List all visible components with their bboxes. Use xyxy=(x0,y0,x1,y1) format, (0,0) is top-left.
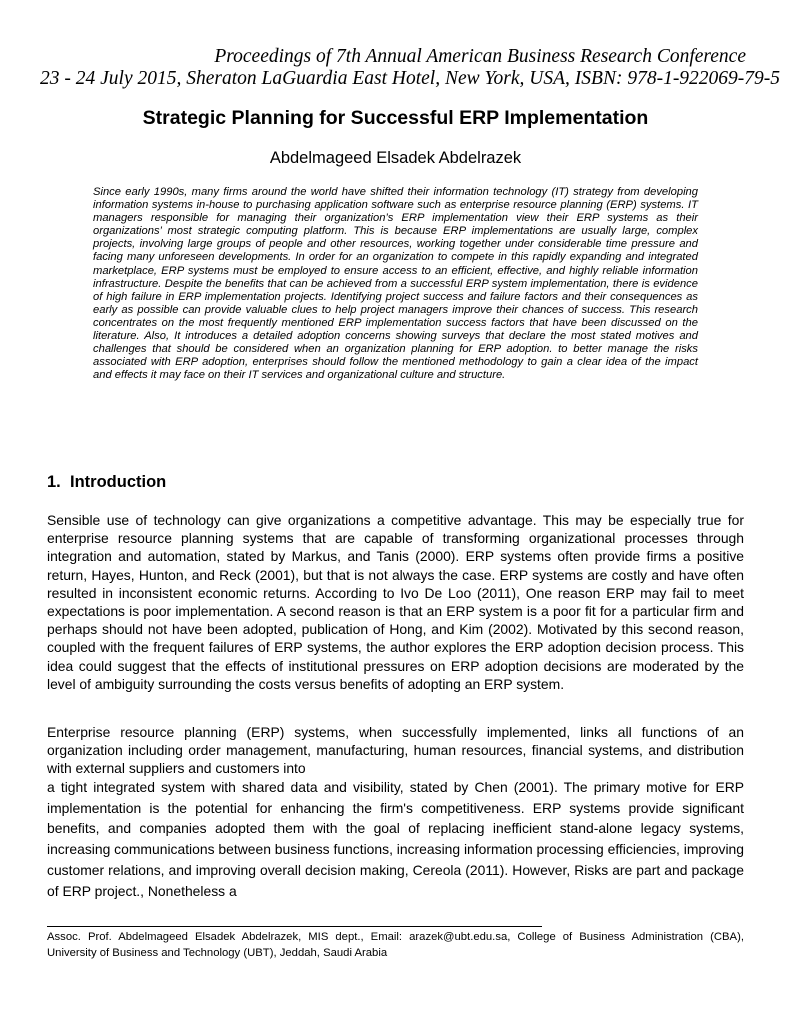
author-name: Abdelmageed Elsadek Abdelrazek xyxy=(269,149,522,167)
footnote-divider xyxy=(47,926,542,927)
intro-paragraph-3: a tight integrated system with shared data and visibility, stated by Chen (2001). The primary motive for ERP implementation is the potential for enhancing the firm's competitiveness. ERP systems provide significant benefits, and companies adopted them with the goal of replacing inefficient stand-alone legacy systems, increasing communications between business functions, increasing information processing efficiencies, improving customer relations, and improving overall decision making, Cereola (2011). However, Risks are part and package of ERP project., Nonetheless a xyxy=(47,779,744,899)
conference-header-line2: 23 - 24 July 2015, Sheraton LaGuardia East Hotel, New York, USA, ISBN: 978-1-922069-79-5 xyxy=(40,68,781,89)
abstract: Since early 1990s, many firms around the world have shifted their information technology (IT) strategy from developing information systems in-house to purchasing application software such as enterprise resource planning (ERP) systems. IT managers responsible for managing their organization’s ERP implementation view their ERP systems as their organizations’ most strategic computing platform. This is because ERP implementations are usually large, complex projects, involving large groups of people and other resources, working together under considerable time pressure and facing many unforeseen developments. In order for an organization to compete in this rapidly expanding and integrated marketplace, ERP systems must be employed to ensure access to an efficient, effective, and highly reliable information infrastructure. Despite the benefits that can be achieved from a successful ERP system implementation, there is evidence of high failure in ERP implementation projects. Identifying project success and failure factors and their consequences as early as possible can provide valuable clues to help project managers improve their chances of success. This research concentrates on the most frequently mentioned ERP implementation success factors that have been discussed on the literature. Also, It introduces a detailed adoption concerns showing surveys that declare the most stated motives and challenges that should be considered when an organization planning for ERP adoption. to better manage the risks associated with ERP adoption, enterprises should follow the mentioned methodology to gain a clear idea of the impact and effects it may face on their IT services and organizational culture and structure. xyxy=(93,186,698,382)
section-heading xyxy=(47,472,166,492)
author-footnote: Assoc. Prof. Abdelmageed Elsadek Abdelrazek, MIS dept., Email: arazek@ubt.edu.sa, College of Business Administration (CBA), University of Business and Technology (UBT), Jeddah, Saudi Arabia xyxy=(47,931,744,959)
section-number: 1. xyxy=(47,473,61,491)
conference-header-line1: Proceedings of 7th Annual American Business Research Conference xyxy=(214,46,746,67)
intro-paragraph-1: Sensible use of technology can give organizations a competitive advantage. This may be especially true for enterprise resource planning systems that are capable of transforming organizational processes through integration and automation, stated by Markus, and Tanis (2000). ERP systems often provide firms a positive return, Hayes, Hunton, and Reck (2001), but that is not always the case. ERP systems are costly and have often resulted in inconsistent economic returns. According to Ivo De Loo (2011), One reason ERP may fail to meet expectations is poor implementation. A second reason is that an ERP system is a poor fit for a particular firm and perhaps should not have been adopted, publication of Hong, and Kim (2002). Motivated by this second reason, coupled with the frequent failures of ERP systems, the author explores the ERP adoption decision process. This idea could suggest that the effects of institutional pressures on ERP adoption decisions are moderated by the level of ambiguity surrounding the costs versus benefits of adopting an ERP system. xyxy=(47,512,744,692)
paper-title: Strategic Planning for Successful ERP Implementation xyxy=(142,107,649,129)
section-title: Introduction xyxy=(70,473,167,491)
intro-paragraph-2: Enterprise resource planning (ERP) systems, when successfully implemented, links all functions of an organization including order management, manufacturing, human resources, financial systems, and distribution with external suppliers and customers into xyxy=(47,724,744,777)
